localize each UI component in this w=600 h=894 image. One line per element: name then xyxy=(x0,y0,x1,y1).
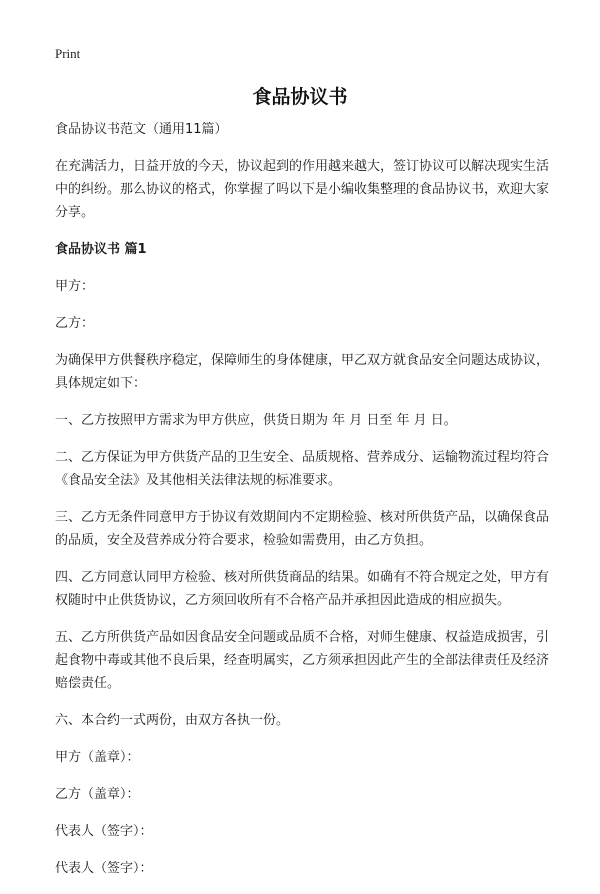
signature-party-b-seal: 乙方（盖章）： xyxy=(55,787,140,802)
clause-2: 二、乙方保证为甲方供货产品的卫生安全、品质规格、营养成分、运输物流过程均符合《食品安全法》及其他相关法律法规的标准要求。 xyxy=(55,450,550,488)
signature-representative-a: 代表人（签字）： xyxy=(55,824,153,839)
print-link[interactable]: Print xyxy=(55,46,81,61)
document-subtitle: 食品协议书范文（通用11篇） xyxy=(55,122,228,137)
preamble-paragraph: 为确保甲方供餐秩序稳定，保障师生的身体健康，甲乙双方就食品安全问题达成协议，具体规定如下： xyxy=(55,353,550,391)
page-title: 食品协议书 xyxy=(252,86,348,108)
clause-4: 四、乙方同意认同甲方检验、核对所供货商品的结果。如确有不符合规定之处，甲方有权随时中止供货协议，乙方须回收所有不合格产品并承担因此造成的相应损失。 xyxy=(55,570,550,608)
section-heading: 食品协议书 篇1 xyxy=(55,242,147,257)
clause-5: 五、乙方所供货产品如因食品安全问题或品质不合格，对师生健康、权益造成损害，引起食物中毒或其他不良后果，经查明属实，乙方须承担因此产生的全部法律责任及经济赔偿责任。 xyxy=(55,630,550,691)
party-b-line: 乙方： xyxy=(55,316,95,331)
clause-1: 一、乙方按照甲方需求为甲方供应，供货日期为 年 月 日至 年 月 日。 xyxy=(55,413,457,428)
intro-paragraph: 在充满活力，日益开放的今天，协议起到的作用越来越大，签订协议可以解决现实生活中的纠纷。那么协议的格式，你掌握了吗以下是小编收集整理的食品协议书，欢迎大家分享。 xyxy=(55,159,550,220)
clause-6: 六、本合约一式两份，由双方各执一份。 xyxy=(55,713,290,728)
document-body xyxy=(55,118,555,894)
signature-party-a-seal: 甲方（盖章）： xyxy=(55,750,140,765)
party-a-line: 甲方： xyxy=(55,279,95,294)
clause-3: 三、乙方无条件同意甲方于协议有效期间内不定期检验、核对所供货产品，以确保食品的品质，安全及营养成分符合要求，检验如需费用，由乙方负担。 xyxy=(55,510,550,548)
signature-representative-b: 代表人（签字）： xyxy=(55,861,153,876)
